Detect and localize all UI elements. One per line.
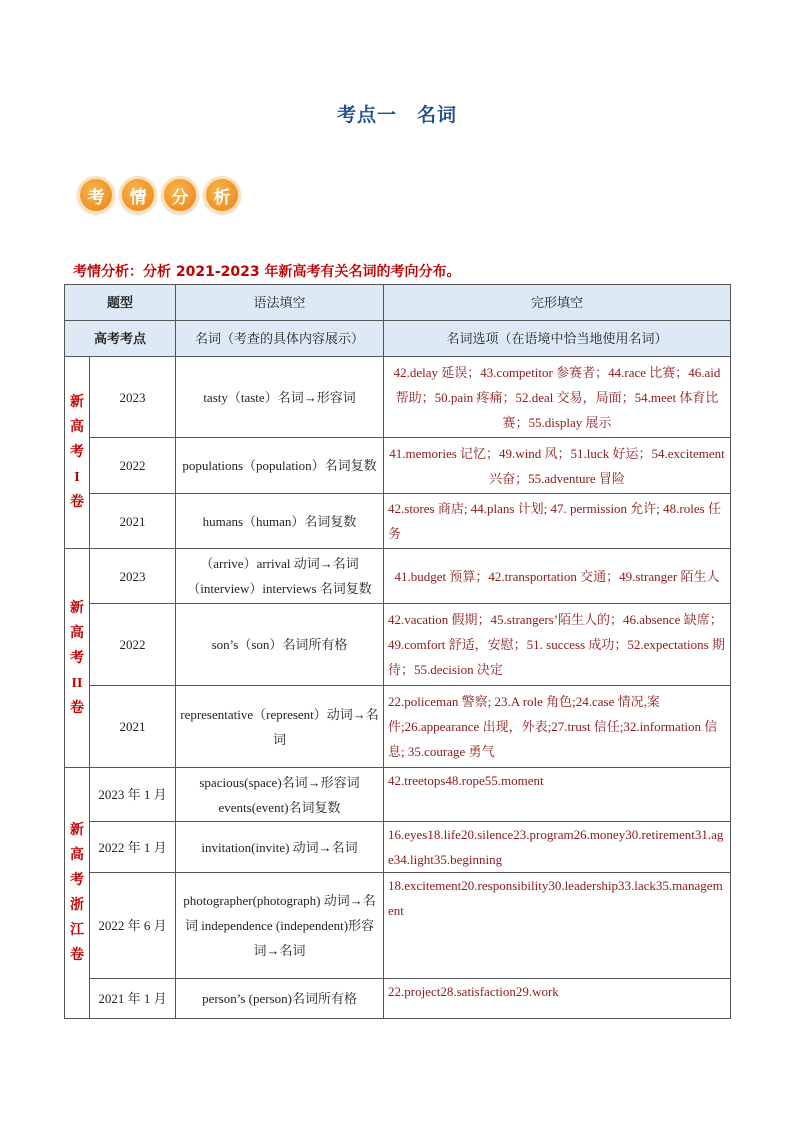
point-cell: populations（population）名词复数 <box>176 438 384 494</box>
header-cloze: 完形填空 <box>384 285 731 321</box>
group-label: 新高考II卷 <box>65 549 90 768</box>
options-cell: 42.delay 延误；43.competitor 参赛者；44.race 比赛；46.aid 帮助；50.pain 疼痛；52.deal 交易，局面；54.meet 体育比赛；55.display 展示 <box>384 357 731 438</box>
year-cell: 2021 年 1 月 <box>90 979 176 1019</box>
year-cell: 2021 <box>90 494 176 549</box>
point-cell: representative（represent）动词→名词 <box>176 686 384 768</box>
point-cell: person’s (person)名词所有格 <box>176 979 384 1019</box>
point-cell: humans（human）名词复数 <box>176 494 384 549</box>
header-grammar-sub: 名词（考查的具体内容展示） <box>176 321 384 357</box>
badge-char: 考 <box>77 176 115 214</box>
group-label: 新高考I卷 <box>65 357 90 549</box>
year-cell: 2022 <box>90 604 176 686</box>
options-cell: 42.treetops48.rope55.moment <box>384 768 731 822</box>
table-row <box>65 686 731 768</box>
point-cell: tasty（taste）名词→形容词 <box>176 357 384 438</box>
header-type: 题型 <box>65 285 176 321</box>
table-row <box>65 768 731 822</box>
year-cell: 2023 <box>90 357 176 438</box>
header-point: 高考考点 <box>65 321 176 357</box>
point-cell: photographer(photograph) 动词→名词 independence (independent)形容词→名词 <box>176 873 384 979</box>
table-row <box>65 822 731 873</box>
page-title: 考点一 名词 <box>336 104 457 126</box>
header-grammar: 语法填空 <box>176 285 384 321</box>
table-row <box>65 357 731 438</box>
badge-char: 情 <box>119 176 157 214</box>
options-cell: 22.project28.satisfaction29.work <box>384 979 731 1019</box>
year-cell: 2023 年 1 月 <box>90 768 176 822</box>
point-cell: invitation(invite) 动词→名词 <box>176 822 384 873</box>
point-cell: son’s（son）名词所有格 <box>176 604 384 686</box>
intro-text: 考情分析：分析 2021-2023 年新高考有关名词的考向分布。 <box>73 264 461 280</box>
options-cell: 41.budget 预算；42.transportation 交通；49.stranger 陌生人 <box>384 549 731 604</box>
badge-char: 分 <box>161 176 199 214</box>
badge-char: 析 <box>203 176 241 214</box>
options-cell: 41.memories 记忆；49.wind 风；51.luck 好运；54.excitement 兴奋；55.adventure 冒险 <box>384 438 731 494</box>
year-cell: 2022 年 6 月 <box>90 873 176 979</box>
table-row <box>65 494 731 549</box>
analysis-table <box>64 284 731 1019</box>
header-cloze-sub: 名词选项（在语境中恰当地使用名词） <box>384 321 731 357</box>
year-cell: 2021 <box>90 686 176 768</box>
options-cell: 18.excitement20.responsibility30.leadership33.lack35.management <box>384 873 731 979</box>
table-row <box>65 549 731 604</box>
year-cell: 2022 <box>90 438 176 494</box>
point-cell: （arrive）arrival 动词→名词（interview）interviews 名词复数 <box>176 549 384 604</box>
group-label: 新高考浙江卷 <box>65 768 90 1019</box>
year-cell: 2022 年 1 月 <box>90 822 176 873</box>
options-cell: 42.stores 商店; 44.plans 计划; 47. permission 允许; 48.roles 任务 <box>384 494 731 549</box>
table-row <box>65 873 731 979</box>
year-cell: 2023 <box>90 549 176 604</box>
point-cell: spacious(space)名词→形容词 events(event)名词复数 <box>176 768 384 822</box>
options-cell: 22.policeman 警察; 23.A role 角色;24.case 情况,案件;26.appearance 出现，外表;27.trust 信任;32.information 信息; 35.courage 勇气 <box>384 686 731 768</box>
section-badge <box>77 176 241 214</box>
options-cell: 42.vacation 假期；45.strangers’陌生人的；46.absence 缺席；49.comfort 舒适，安慰；51. success 成功；52.expectations 期待；55.decision 决定 <box>384 604 731 686</box>
table-row <box>65 604 731 686</box>
table-row <box>65 979 731 1019</box>
options-cell: 16.eyes18.life20.silence23.program26.money30.retirement31.age34.light35.beginning <box>384 822 731 873</box>
table-row <box>65 438 731 494</box>
